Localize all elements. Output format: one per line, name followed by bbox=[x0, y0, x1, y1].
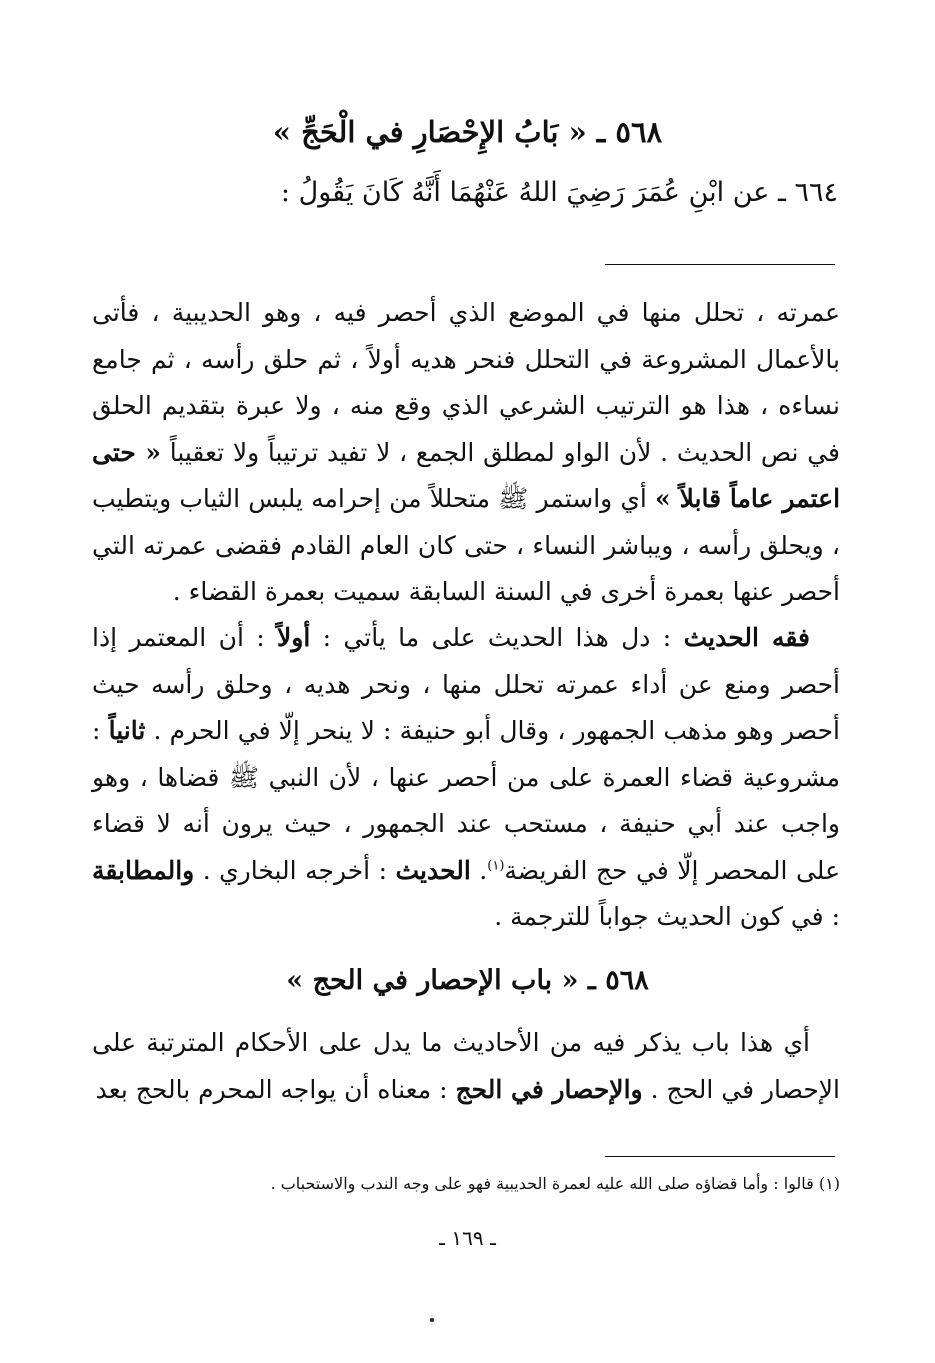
match-label: والمطابقة bbox=[92, 855, 195, 885]
section-block bbox=[92, 1020, 840, 1113]
match-text: : في كون الحديث جواباً للترجمة . bbox=[494, 902, 840, 931]
section-text: أي هذا باب يذكر فيه من الأحاديث ما يدل على الأحكام المترتبة على الإحصار في الحج . bbox=[92, 1028, 840, 1104]
hadith-label: الحديث bbox=[395, 855, 471, 885]
fiqh-intro: : دل هذا الحديث على ما يأتي : bbox=[322, 623, 672, 652]
hadith-quote: « حتى اعتمر عاماً قابلاً » bbox=[92, 437, 841, 513]
section-divider bbox=[605, 264, 835, 265]
first-point-text: : أن المعتمر إذا أحصر ومنع عن أداء عمرته تحلل منها ، ونحر هديه ، وحلق رأسه حيث أحصر وهو مذهب الجمهور ، وقال أبو حنيفة : لا ينحر إلّا في الحرم . bbox=[92, 623, 840, 745]
sentence-end: . bbox=[479, 855, 488, 885]
chapter-heading: ٥٦٨ ـ « بَابُ الإِحْصَارِ في الْحَجِّ » bbox=[272, 115, 663, 149]
section-text-continued: : معناه أن يواجه المحرم بالحج بعد bbox=[95, 1074, 448, 1104]
hadith-source: : أخرجه البخاري . bbox=[202, 855, 388, 885]
first-point-label: أولاً bbox=[277, 623, 311, 652]
commentary-block bbox=[92, 290, 840, 616]
commentary-text: عمرته ، تحلل منها في الموضع الذي أحصر فيه ، وهو الحديبية ، فأتى بالأعمال المشروعة في التحلل فنحر هديه أولاً ، ثم حلق رأسه ، ثم جامع نساءه ، هذا هو الترتيب الشرعي الذي وقع منه ، ولا عبرة بتقديم الحلق في نص الحديث . لأن الواو لمطلق الجمع ، لا تفيد ترتيباً ولا تعقيباً bbox=[92, 298, 840, 467]
fiqh-block bbox=[92, 615, 840, 941]
section-heading: ٥٦٨ ـ « باب الإحصار في الحج » bbox=[286, 965, 649, 996]
fiqh-label: فقه الحديث bbox=[683, 623, 811, 652]
commentary-text-continued: أي واستمر ﷺ متحللاً من إحرامه يلبس الثياب ويتطيب ، ويحلق رأسه ، ويباشر النساء ، حتى كان العام القادم فقضى عمرته التي أحصر عنها بعمرة أخرى في السنة السابقة سميت بعمرة القضاء . bbox=[92, 484, 840, 606]
print-speck bbox=[430, 1318, 434, 1322]
footnote: (١) قالوا : وأما قضاؤه صلى الله عليه لعمرة الحديبية فهو على وجه الندب والاستحباب . bbox=[270, 1174, 840, 1193]
commentary-paragraph bbox=[92, 290, 840, 616]
section-paragraph bbox=[92, 1020, 840, 1113]
footnote-divider bbox=[605, 1156, 835, 1157]
hadith-intro: ٦٦٤ ـ عن ابْنِ عُمَرَ رَضِيَ اللهُ عَنْهُمَا أَنَّهُ كَانَ يَقُولُ : bbox=[280, 177, 838, 208]
fiqh-paragraph bbox=[92, 615, 840, 941]
page-number: ـ ١٦٩ ـ bbox=[439, 1226, 496, 1250]
second-point-label: ثانياً bbox=[108, 716, 146, 745]
section-label: والإحصار في الحج bbox=[455, 1074, 643, 1104]
second-point-text: : مشروعية قضاء العمرة على من أحصر عنها ، لأن النبي ﷺ قضاها ، وهو واجب عند أبي حنيفة ، مستحب عند الجمهور ، حيث يرون أنه لا قضاء على المحصر إلّا في حج الفريضة bbox=[92, 716, 840, 885]
footnote-reference: (١) bbox=[487, 858, 505, 874]
